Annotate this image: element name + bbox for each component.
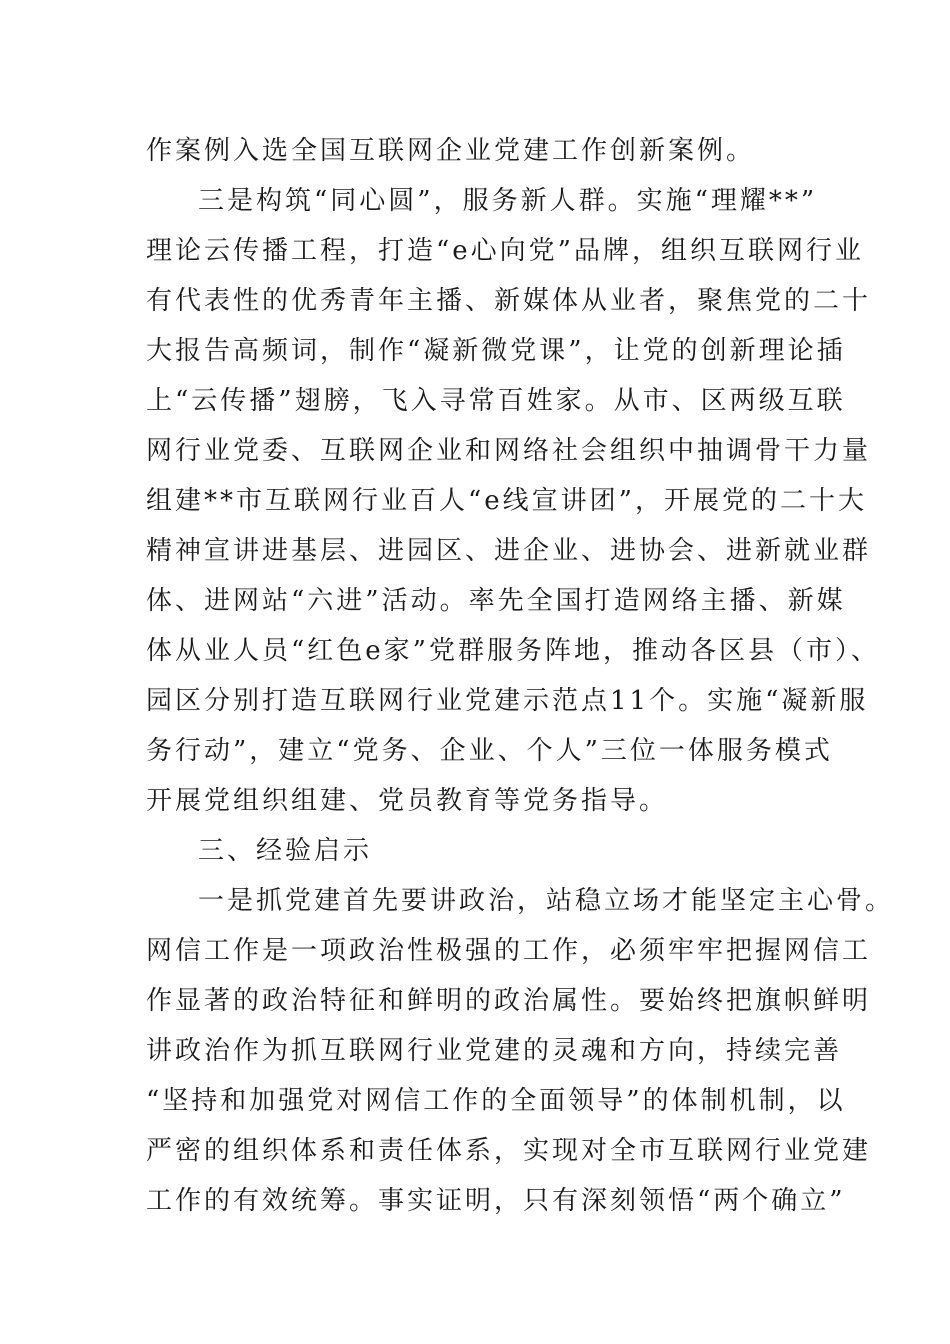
document-body [146, 126, 895, 1226]
text-line: 园区分别打造互联网行业党建示范点11个。实施“凝新服 [146, 686, 869, 716]
text-line: 体从业人员“红色e家”党群服务阵地，推动各区县（市）、 [146, 636, 880, 666]
text-line: 严密的组织体系和责任体系，实现对全市互联网行业党建 [146, 1136, 872, 1166]
text-line: 有代表性的优秀青年主播、新媒体从业者，聚焦党的二十 [146, 286, 872, 316]
text-line: 精神宣讲进基层、进园区、进企业、进协会、进新就业群 [146, 536, 872, 566]
text-line: 上“云传播”翅膀，飞入寻常百姓家。从市、区两级互联 [146, 386, 846, 416]
text-line: 网行业党委、互联网企业和网络社会组织中抽调骨干力量 [146, 436, 872, 466]
text-line: 务行动”，建立“党务、企业、个人”三位一体服务模式 [146, 736, 833, 766]
text-line: 大报告高频词，制作“凝新微党课”，让党的创新理论插 [146, 336, 846, 366]
text-line: 开展党组织组建、党员教育等党务指导。 [146, 786, 669, 816]
text-line: 组建**市互联网行业百人“e线宣讲团”，开展党的二十大 [146, 486, 867, 516]
paragraph-start-line: 三是构筑“同心圆”，服务新人群。实施“理耀**” [198, 186, 818, 216]
paragraph-start-line: 一是抓党建首先要讲政治，站稳立场才能坚定主心骨。 [198, 886, 895, 916]
text-line: 讲政治作为抓互联网行业党建的灵魂和方向，持续完善 [146, 1036, 843, 1066]
text-line: 作案例入选全国互联网企业党建工作创新案例。 [146, 136, 756, 166]
text-line: 作显著的政治特征和鲜明的政治属性。要始终把旗帜鲜明 [146, 986, 872, 1016]
text-line: 体、进网站“六进”活动。率先全国打造网络主播、新媒 [146, 586, 846, 616]
text-line: “坚持和加强党对网信工作的全面领导”的体制机制，以 [146, 1086, 846, 1116]
text-line: 理论云传播工程，打造“e心向党”品牌，组织互联网行业 [146, 236, 864, 266]
section-heading: 三、经验启示 [198, 836, 373, 866]
text-line: 工作的有效统筹。事实证明，只有深刻领悟“两个确立” [146, 1186, 846, 1216]
text-line: 网信工作是一项政治性极强的工作，必须牢牢把握网信工 [146, 936, 872, 966]
